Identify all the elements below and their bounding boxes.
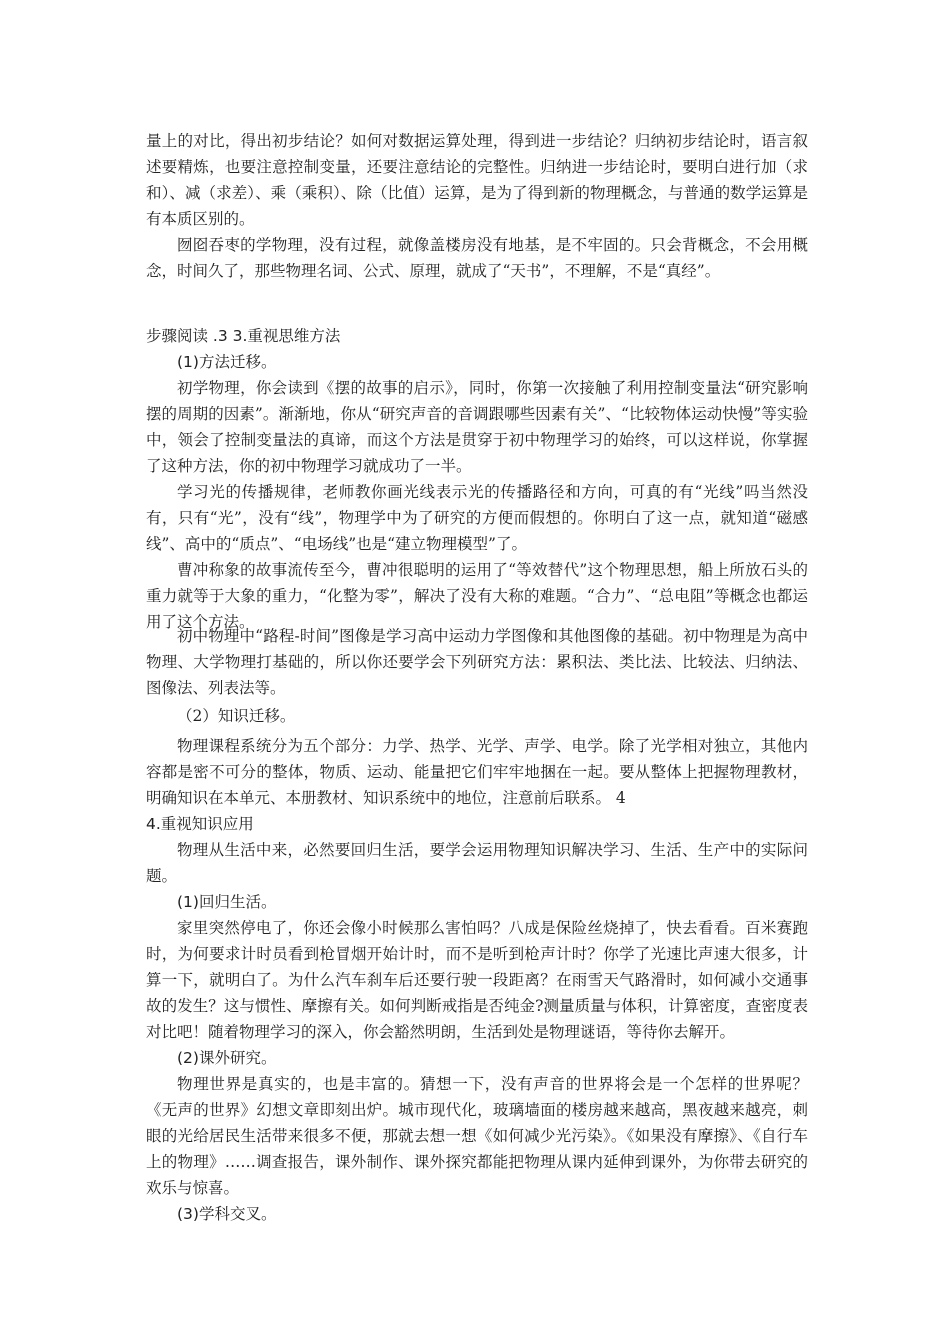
step-heading: 步骤阅读 .3 3.重视思维方法 <box>146 327 341 345</box>
paragraph-course-system: 物理课程系统分为五个部分：力学、热学、光学、声学、电学。除了光学相对独立，其他内容都是密不可分的整体，物质、运动、能量把它们牢牢地捆在一起。要从整体上把握物理教材，明确知识在本单元、本册教材、知识系统中的地位，注意前后联系。 4 <box>146 737 808 807</box>
paragraph-data-analysis: 量上的对比，得出初步结论？如何对数据运算处理，得到进一步结论？归纳初步结论时，语言叙述要精炼，也要注意控制变量，还要注意结论的完整性。归纳进一步结论时，要明白进行加（求和）、减（求差）、乘（乘积）、除（比值）运算，是为了得到新的物理概念，与普通的数学运算是有本质区别的。 <box>146 132 808 228</box>
paragraph-light-model: 学习光的传播规律，老师教你画光线表示光的传播路径和方向，可真的有“光线”吗当然没有，只有“光”，没有“线”，物理学中为了研究的方便而假想的。你明白了这一点，就知道“磁感线”、高中的“质点”、“电场线”也是“建立物理模型”了。 <box>146 483 808 553</box>
paragraph-control-variables: 初学物理，你会读到《摆的故事的启示》，同时，你第一次接触了利用控制变量法“研究影响摆的周期的因素”。渐渐地，你从“研究声音的音调跟哪些因素有关”、“比较物体运动快慢”等实验中，领会了控制变量法的真谛，而这个方法是贯穿于初中物理学习的始终，可以这样说，你掌握了这种方法，你的初中物理学习就成功了一半。 <box>146 379 808 475</box>
subheading-extracurricular-research: (2)课外研究。 <box>177 1049 277 1067</box>
subheading-knowledge-transfer: （2）知识迁移。 <box>177 707 296 725</box>
subheading-interdisciplinary: (3)学科交叉。 <box>177 1205 277 1223</box>
paragraph-research-methods: 初中物理中“路程-时间”图像是学习高中运动力学图像和其他图像的基础。初中物理是为高中物理、大学物理打基础的，所以你还要学会下列研究方法：累积法、类比法、比较法、归纳法、图像法、列表法等。 <box>146 627 808 697</box>
subheading-return-to-life: (1)回归生活。 <box>177 893 277 911</box>
paragraph-everyday-physics: 家里突然停电了，你还会像小时候那么害怕吗？八成是保险丝烧掉了，快去看看。百米赛跑时，为何要求计时员看到枪冒烟开始计时，而不是听到枪声计时？你学了光速比声速大很多，计算一下，就明白了。为什么汽车刹车后还要行驶一段距离？在雨雪天气路滑时，如何减小交通事故的发生？这与惯性、摩擦有关。如何判断戒指是否纯金?测量质量与体积，计算密度，查密度表对比吧！随着物理学习的深入，你会豁然明朗，生活到处是物理谜语，等待你去解开。 <box>146 919 808 1041</box>
heading-knowledge-application: 4.重视知识应用 <box>146 815 254 833</box>
subheading-method-transfer: (1)方法迁移。 <box>177 353 277 371</box>
paragraph-extracurricular: 物理世界是真实的，也是丰富的。猜想一下，没有声音的世界将会是一个怎样的世界呢？《无声的世界》幻想文章即刻出炉。城市现代化，玻璃墙面的楼房越来越高，黑夜越来越亮，刺眼的光给居民生活带来很多不便，那就去想一想《如何减少光污染》。《如果没有摩擦》、《自行车上的物理》……调查报告，课外制作、课外探究都能把物理从课内延伸到课外，为你带去研究的欢乐与惊喜。 <box>146 1075 808 1197</box>
paragraph-equivalent-substitution: 曹冲称象的故事流传至今，曹冲很聪明的运用了“等效替代”这个物理思想，船上所放石头的重力就等于大象的重力，“化整为零”，解决了没有大称的难题。“合力”、“总电阻”等概念也都运用了这个方法。 <box>146 561 808 631</box>
paragraph-return-to-life-intro: 物理从生活中来，必然要回归生活，要学会运用物理知识解决学习、生活、生产中的实际问题。 <box>146 841 808 885</box>
paragraph-learning-process: 囫囵吞枣的学物理，没有过程，就像盖楼房没有地基，是不牢固的。只会背概念，不会用概念，时间久了，那些物理名词、公式、原理，就成了“天书”，不理解，不是“真经”。 <box>146 236 808 280</box>
